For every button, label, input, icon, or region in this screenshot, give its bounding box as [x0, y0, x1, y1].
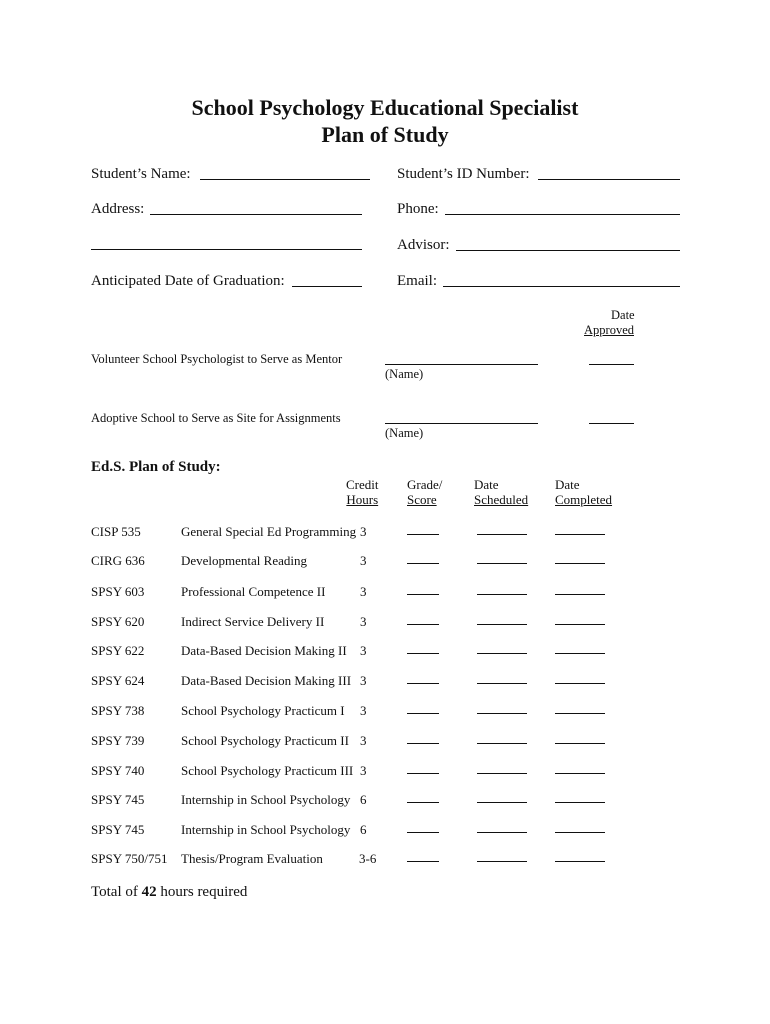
grade-score-field[interactable]: [407, 822, 439, 833]
total-suffix: hours required: [160, 884, 248, 900]
mentor-date-field[interactable]: [589, 364, 634, 365]
course-title: Internship in School Psychology: [181, 792, 351, 807]
course-credit-hours: 6: [360, 822, 367, 837]
mentor-name-hint: (Name): [385, 367, 424, 381]
total-prefix: Total of: [91, 884, 138, 900]
course-code: SPSY 620: [91, 614, 145, 629]
course-title: General Special Ed Programming: [181, 524, 357, 539]
course-title: Developmental Reading: [181, 553, 307, 568]
email-label: Email:: [397, 273, 437, 289]
student-name-label: Student’s Name:: [91, 166, 191, 182]
grade-score-field[interactable]: [407, 643, 439, 654]
mentor-name-field[interactable]: [385, 364, 538, 365]
course-credit-hours: 3: [360, 763, 367, 778]
date-completed-field[interactable]: [555, 553, 605, 564]
advisor-field[interactable]: [456, 250, 680, 251]
phone-field[interactable]: [445, 214, 680, 215]
course-credit-hours: 3: [360, 524, 367, 539]
course-title: School Psychology Practicum II: [181, 733, 349, 748]
grade-score-field[interactable]: [407, 703, 439, 714]
date-scheduled-field[interactable]: [477, 792, 527, 803]
document-title-line2: Plan of Study: [321, 122, 449, 147]
student-id-field[interactable]: [538, 179, 680, 180]
course-code: SPSY 745: [91, 792, 145, 807]
table-row: [0, 643, 770, 661]
course-title: Data-Based Decision Making II: [181, 643, 347, 658]
col-date-label-1: Date: [474, 477, 499, 492]
col-grade-label: Grade/: [407, 477, 443, 492]
student-name-field[interactable]: [200, 179, 370, 180]
course-code: SPSY 740: [91, 763, 145, 778]
date-completed-field[interactable]: [555, 614, 605, 625]
course-code: SPSY 603: [91, 584, 145, 599]
table-row: [0, 792, 770, 810]
table-row: [0, 673, 770, 691]
date-scheduled-field[interactable]: [477, 643, 527, 654]
site-date-field[interactable]: [589, 423, 634, 424]
course-credit-hours: 3: [360, 703, 367, 718]
grade-score-field[interactable]: [407, 763, 439, 774]
course-credit-hours: 3: [360, 553, 367, 568]
course-code: SPSY 624: [91, 673, 145, 688]
address-line2-field[interactable]: [91, 249, 362, 250]
date-completed-field[interactable]: [555, 643, 605, 654]
table-row: [0, 733, 770, 751]
course-code: SPSY 750/751: [91, 851, 168, 866]
table-row: [0, 614, 770, 632]
course-credit-hours: 3: [360, 643, 367, 658]
date-completed-field[interactable]: [555, 673, 605, 684]
date-completed-field[interactable]: [555, 584, 605, 595]
date-scheduled-field[interactable]: [477, 553, 527, 564]
date-completed-field[interactable]: [555, 792, 605, 803]
grade-score-field[interactable]: [407, 524, 439, 535]
mentor-label: Volunteer School Psychologist to Serve as Mentor: [91, 352, 343, 366]
graduation-field[interactable]: [292, 286, 362, 287]
table-row: [0, 524, 770, 542]
col-scheduled-label: Scheduled: [474, 492, 529, 507]
date-completed-field[interactable]: [555, 703, 605, 714]
date-completed-field[interactable]: [555, 763, 605, 774]
date-completed-field[interactable]: [555, 733, 605, 744]
col-date-completed: [555, 477, 612, 507]
site-label: Adoptive School to Serve as Site for Assignments: [91, 411, 341, 425]
course-title: School Psychology Practicum I: [181, 703, 345, 718]
course-title: Internship in School Psychology: [181, 822, 351, 837]
course-title: Thesis/Program Evaluation: [181, 851, 323, 866]
course-credit-hours: 3: [360, 584, 367, 599]
document-title-line1: School Psychology Educational Specialist: [191, 95, 579, 120]
date-completed-field[interactable]: [555, 851, 605, 862]
course-title: Data-Based Decision Making III: [181, 673, 352, 688]
table-row: [0, 553, 770, 571]
graduation-label: Anticipated Date of Graduation:: [91, 273, 285, 289]
site-name-field[interactable]: [385, 423, 538, 424]
course-code: SPSY 738: [91, 703, 145, 718]
grade-score-field[interactable]: [407, 851, 439, 862]
course-credit-hours: 3: [360, 673, 367, 688]
col-score-label: Score: [407, 492, 437, 507]
course-code: CISP 535: [91, 524, 141, 539]
date-scheduled-field[interactable]: [477, 614, 527, 625]
col-date-label-2: Date: [555, 477, 580, 492]
col-credit-label: Credit: [346, 477, 379, 492]
table-row: [0, 763, 770, 781]
course-code: SPSY 739: [91, 733, 145, 748]
total-hours-line: [91, 884, 247, 901]
date-scheduled-field[interactable]: [477, 851, 527, 862]
course-code: SPSY 622: [91, 643, 145, 658]
date-completed-field[interactable]: [555, 524, 605, 535]
course-code: CIRG 636: [91, 553, 145, 568]
grade-score-field[interactable]: [407, 614, 439, 625]
table-row: [0, 703, 770, 721]
date-scheduled-field[interactable]: [477, 524, 527, 535]
course-title: Indirect Service Delivery II: [181, 614, 325, 629]
site-name-hint: (Name): [385, 426, 424, 440]
table-row: [0, 822, 770, 840]
grade-score-field[interactable]: [407, 553, 439, 564]
col-credit-hours: [346, 477, 379, 507]
course-credit-hours: 3: [360, 733, 367, 748]
col-grade-score: [407, 477, 442, 507]
course-credit-hours: 3: [360, 614, 367, 629]
course-title: Professional Competence II: [181, 584, 326, 599]
date-completed-field[interactable]: [555, 822, 605, 833]
student-id-label: Student’s ID Number:: [397, 166, 530, 182]
date-scheduled-field[interactable]: [477, 584, 527, 595]
grade-score-field[interactable]: [407, 673, 439, 684]
advisor-label: Advisor:: [397, 237, 450, 253]
date-scheduled-field[interactable]: [477, 733, 527, 744]
col-hours-label: Hours: [346, 492, 379, 507]
course-code: SPSY 745: [91, 822, 145, 837]
total-hours-value: 42: [141, 884, 157, 900]
date-scheduled-field[interactable]: [477, 673, 527, 684]
grade-score-field[interactable]: [407, 584, 439, 595]
date-scheduled-field[interactable]: [477, 822, 527, 833]
course-credit-hours: 6: [360, 792, 367, 807]
course-title: School Psychology Practicum III: [181, 763, 354, 778]
col-completed-label: Completed: [555, 492, 613, 507]
address-field[interactable]: [150, 214, 362, 215]
course-credit-hours: 3-6: [359, 851, 377, 866]
table-row: [0, 584, 770, 602]
plan-heading: Ed.S. Plan of Study:: [91, 459, 221, 475]
date-scheduled-field[interactable]: [477, 763, 527, 774]
table-row: [0, 851, 770, 869]
address-label: Address:: [91, 201, 145, 217]
grade-score-field[interactable]: [407, 733, 439, 744]
grade-score-field[interactable]: [407, 792, 439, 803]
date-approved-header-date: Date: [611, 308, 635, 322]
col-date-scheduled: [474, 477, 528, 507]
date-approved-header-approved: Approved: [584, 323, 634, 337]
phone-label: Phone:: [397, 201, 439, 217]
date-scheduled-field[interactable]: [477, 703, 527, 714]
email-field[interactable]: [443, 286, 680, 287]
